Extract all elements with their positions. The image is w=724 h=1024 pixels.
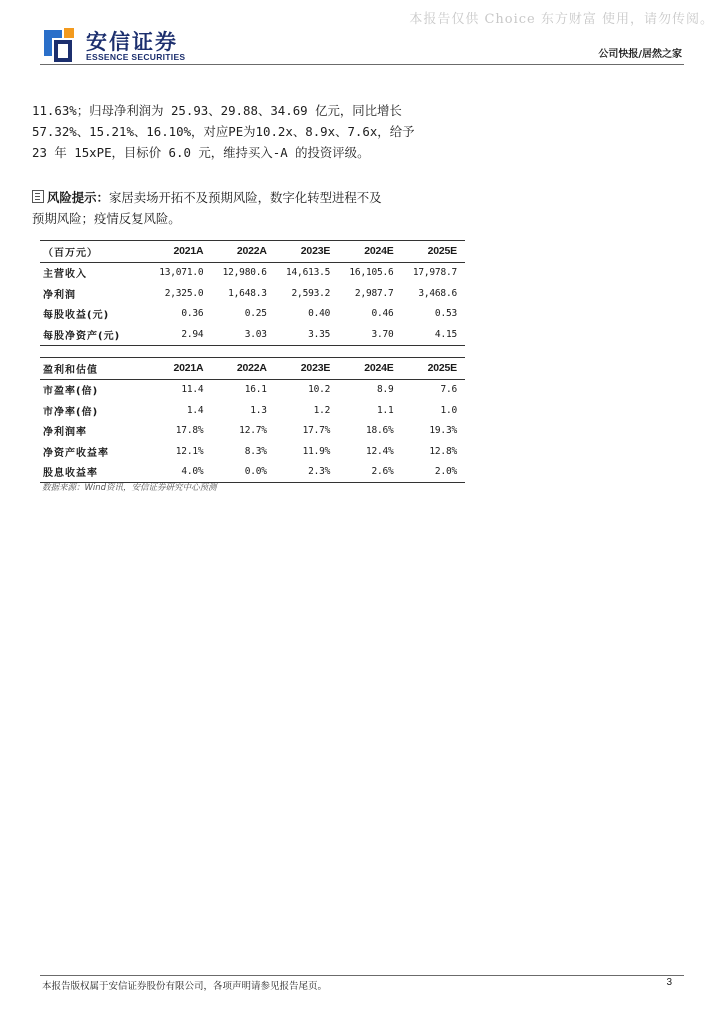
row-label: 每股收益(元) <box>43 310 110 322</box>
table-row <box>40 400 465 421</box>
table-cell: 11.4 <box>181 384 204 396</box>
summary-line: 23 年 15xPE，目标价 6.0 元，维持买入-A 的投资评级。 <box>32 145 370 160</box>
watermark: 本报告仅供 Choice 东方财富 使用，请勿传阅。 <box>409 12 714 27</box>
financial-summary-table <box>40 240 465 346</box>
header-cell: 2021A <box>148 241 211 263</box>
data-source-note: 数据来源：Wind资讯，安信证券研究中心预测 <box>42 483 217 493</box>
summary-paragraph <box>32 100 452 163</box>
table-cell: 8.3% <box>244 445 267 457</box>
report-category: 公司快报/居然之家 <box>598 49 682 60</box>
table-cell: 18.6% <box>365 425 394 437</box>
row-label: 市净率(倍) <box>43 406 99 418</box>
table-cell: 11.9% <box>302 445 331 457</box>
table-cell: 0.46 <box>371 308 394 320</box>
table-cell: 17.8% <box>175 425 204 437</box>
table-cell: 2.0% <box>402 462 465 483</box>
row-label: 每股净资产(元) <box>40 324 148 345</box>
header-divider <box>40 64 684 65</box>
table-cell: 2,325.0 <box>164 287 204 299</box>
risk-text: 预期风险；疫情反复风险。 <box>32 211 181 226</box>
table-cell: 17.7% <box>302 425 331 437</box>
table-cell: 2.6% <box>338 462 401 483</box>
copyright-notice: 本报告版权属于安信证券股份有限公司，各项声明请参见报告尾页。 <box>42 981 328 992</box>
table-cell: 13,071.0 <box>159 267 204 279</box>
page-number: 3 <box>666 977 672 988</box>
table-cell: 2,593.2 <box>291 287 331 299</box>
header-cell: 2025E <box>402 241 465 263</box>
table-header-row <box>40 358 465 380</box>
row-label: 净利润 <box>43 289 76 301</box>
risk-title: 风险提示： <box>47 190 109 205</box>
table-cell: 1.0 <box>440 404 457 416</box>
table-cell: 8.9 <box>377 384 394 396</box>
risk-text: 家居卖场开拓不及预期风险，数字化转型进程不及 <box>108 190 382 205</box>
table-cell: 1.3 <box>250 404 267 416</box>
table-cell: 2.3% <box>275 462 338 483</box>
table-row <box>40 441 465 462</box>
table-cell: 2.94 <box>148 324 211 345</box>
table-cell: 3.03 <box>211 324 274 345</box>
table-cell: 17,978.7 <box>412 267 457 279</box>
header-cell: 盈利和估值 <box>40 358 148 380</box>
table-cell: 1,648.3 <box>228 287 267 299</box>
table-cell: 19.3% <box>429 425 457 437</box>
logo-mark-icon <box>40 26 76 64</box>
table-row <box>40 379 465 400</box>
table-cell: 3.70 <box>338 324 401 345</box>
row-label: 主营收入 <box>43 269 87 281</box>
header-cell: 2022A <box>211 241 274 263</box>
table-cell: 2,987.7 <box>354 287 394 299</box>
logo-english-text: ESSENCE SECURITIES <box>86 52 186 62</box>
table-cell: 10.2 <box>308 384 331 396</box>
table-cell: 4.0% <box>148 462 211 483</box>
table-cell: 0.25 <box>244 308 267 320</box>
row-label: 市盈率(倍) <box>43 386 99 398</box>
table-cell: 7.6 <box>440 384 457 396</box>
table-cell: 0.0% <box>211 462 274 483</box>
header-cell: 2023E <box>275 358 338 380</box>
table-cell: 12,980.6 <box>222 267 267 279</box>
footer-divider <box>40 975 684 976</box>
header-cell: 2024E <box>338 358 401 380</box>
list-bullet-icon <box>32 190 44 203</box>
table-cell: 4.15 <box>402 324 465 345</box>
table-cell: 1.1 <box>377 404 394 416</box>
summary-line: 11.63%；归母净利润为 25.93、29.88、34.69 亿元，同比增长 <box>32 103 402 118</box>
table-cell: 14,613.5 <box>286 267 331 279</box>
risk-warning <box>32 187 462 229</box>
summary-line: 57.32%、15.21%、16.10%，对应PE为10.2x、8.9x、7.6x，给予 <box>32 124 415 139</box>
row-label: 净资产收益率 <box>43 447 109 459</box>
header-cell: 2022A <box>211 358 274 380</box>
company-logo <box>40 26 240 64</box>
table-row <box>40 304 465 325</box>
table-cell: 1.2 <box>313 404 331 416</box>
table-row <box>40 462 465 483</box>
table-cell: 0.40 <box>308 308 331 320</box>
table-cell: 16,105.6 <box>349 267 394 279</box>
table-cell: 12.8% <box>429 445 457 457</box>
table-cell: 3.35 <box>275 324 338 345</box>
table-cell: 16.1 <box>244 384 267 396</box>
row-label: 净利润率 <box>43 427 87 439</box>
table-row <box>40 324 465 345</box>
table-cell: 12.7% <box>239 425 267 437</box>
table-row <box>40 421 465 442</box>
table-cell: 0.53 <box>434 308 457 320</box>
row-label: 股息收益率 <box>40 462 148 483</box>
header-cell: 2023E <box>275 241 338 263</box>
table-cell: 1.4 <box>186 404 204 416</box>
table-cell: 12.4% <box>365 445 394 457</box>
table-header-row <box>40 241 465 263</box>
table-cell: 12.1% <box>175 445 204 457</box>
header-cell: （百万元） <box>40 241 148 263</box>
header-cell: 2021A <box>148 358 211 380</box>
table-cell: 0.36 <box>181 308 204 320</box>
table-row <box>40 283 465 304</box>
table-cell: 3,468.6 <box>418 287 457 299</box>
table-row <box>40 262 465 283</box>
logo-chinese-text: 安信证券 <box>86 30 178 54</box>
header-cell: 2025E <box>402 358 465 380</box>
valuation-table <box>40 357 465 483</box>
header-cell: 2024E <box>338 241 401 263</box>
